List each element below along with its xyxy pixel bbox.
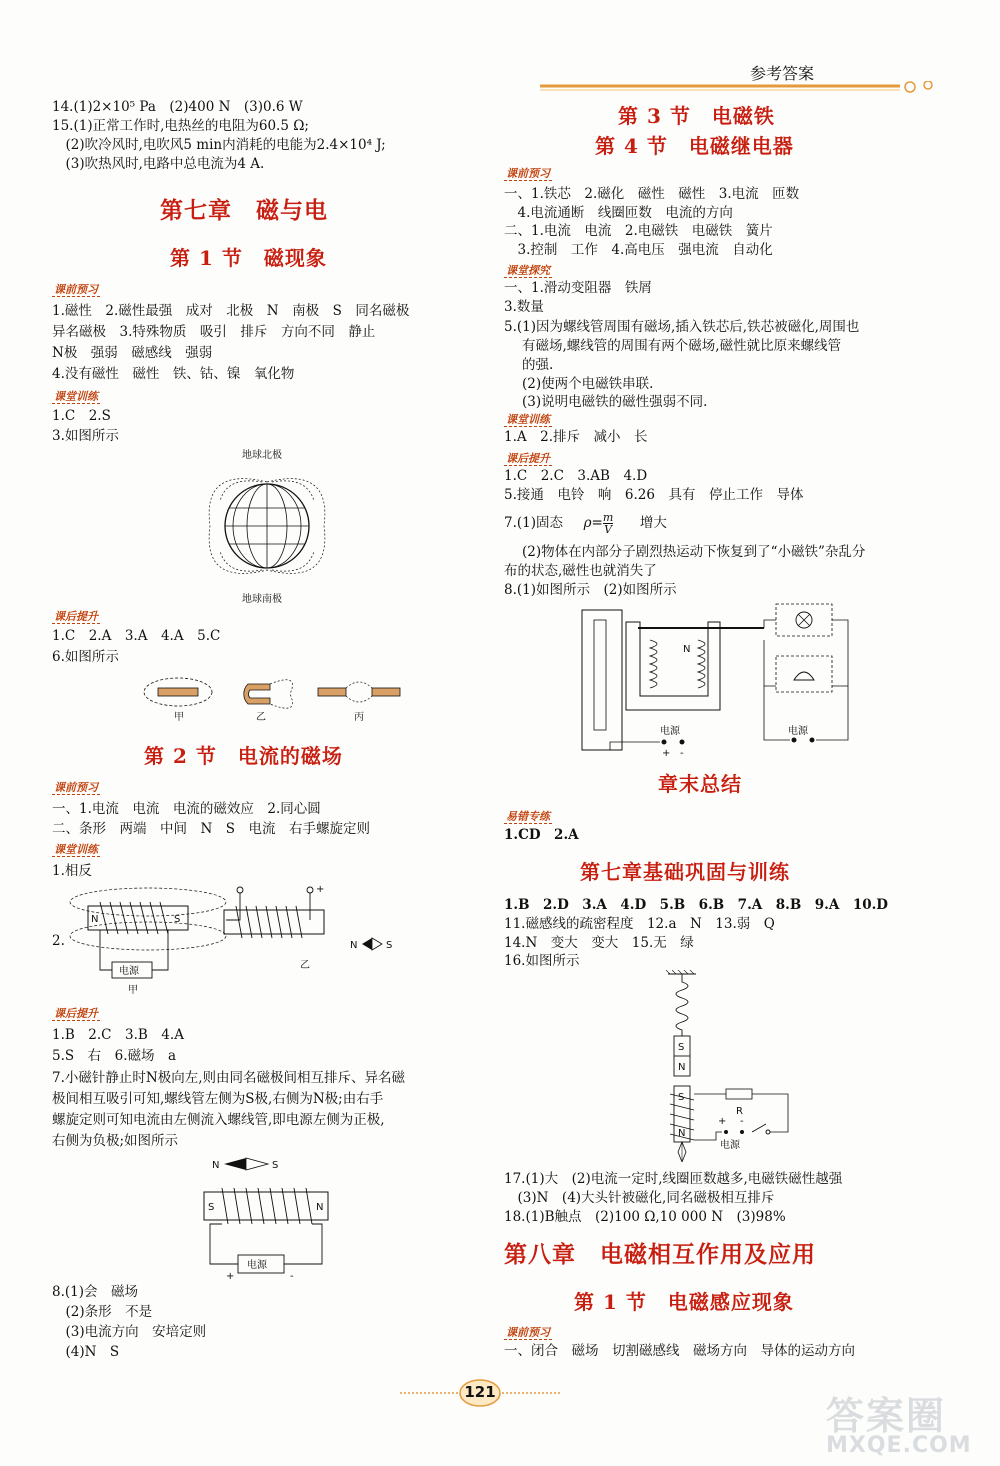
tag-class: 课堂训练 <box>54 390 98 403</box>
answer-line: 一、1.铁芯 2.磁化 磁性 磁性 3.电流 匝数 <box>504 186 800 202</box>
q7-prefix: 7.(1)固态 <box>504 515 564 531</box>
fig7-needle-N: N <box>212 1160 220 1171</box>
header-label: 参考答案 <box>750 64 815 83</box>
answer-line: 5.接通 电铃 响 6.26 具有 停止工作 导体 <box>504 487 804 503</box>
fig16-S-top: S <box>678 1042 685 1053</box>
right-column <box>500 0 940 1380</box>
fig7-minus: - <box>290 1271 294 1282</box>
section-title: 章末总结 <box>658 772 742 796</box>
fig16-N-top: N <box>678 1062 686 1073</box>
answer-line: 18.(1)B触点 (2)100 Ω,10 000 N (3)98% <box>504 1209 786 1225</box>
answer-line: 14.N 变大 变大 15.无 绿 <box>504 935 694 951</box>
fig7-S: S <box>208 1202 215 1213</box>
answer-line: (3)电流方向 安培定则 <box>52 1324 207 1340</box>
chapter-title: 第七章 磁与电 <box>160 197 328 224</box>
tag-after: 课后提升 <box>506 452 550 465</box>
fig2-plus: + <box>316 884 325 895</box>
fig8-power2: 电源 <box>788 726 808 737</box>
fig16-plus: + <box>718 1116 727 1127</box>
page-number: 121 <box>464 1383 496 1401</box>
answer-line: 8.(1)如图所示 (2)如图所示 <box>504 582 677 598</box>
answer-line: 14.(1)2×10⁵ Pa (2)400 N (3)0.6 W <box>52 99 303 115</box>
tag-class: 课堂训练 <box>506 413 550 426</box>
fig2-power-label: 电源 <box>119 966 139 977</box>
fig16-power: 电源 <box>720 1140 740 1151</box>
answer-line: 一、1.滑动变阻器 铁屑 <box>504 280 652 296</box>
solenoid-circuit-figure <box>200 1152 360 1282</box>
answer-line: 8.(1)会 磁场 <box>52 1284 139 1300</box>
spring-electromagnet-figure <box>656 970 816 1162</box>
section-title: 第七章基础巩固与训练 <box>580 860 790 884</box>
answer-line: (2)物体在内部分子剧烈热运动下恢复到了“小磁铁”杂乱分 <box>522 544 866 560</box>
watermark <box>820 1385 990 1460</box>
answer-line-formula <box>504 512 667 538</box>
fig16-N-bottom: N <box>678 1128 686 1139</box>
fig8-minus: - <box>680 748 684 759</box>
fig-label-jia: 甲 <box>174 712 184 723</box>
tag-after: 课后提升 <box>54 610 98 623</box>
solenoid-figure <box>66 880 396 1000</box>
answer-line: (3)N (4)大头针被磁化,同名磁极相互排斥 <box>504 1190 775 1206</box>
answer-line: 16.如图所示 <box>504 953 580 969</box>
answer-line: 异名磁极 3.特殊物质 吸引 排斥 方向不同 静止 <box>52 324 376 340</box>
fig2-jia-label: 甲 <box>128 985 138 996</box>
answer-line: (3)说明电磁铁的磁性强弱不同. <box>522 394 708 410</box>
earth-magnetic-field-figure <box>202 446 332 606</box>
answer-line: 1.A 2.排斥 减小 长 <box>504 429 648 445</box>
fig8-power1: 电源 <box>660 726 680 737</box>
tag-error: 易错专练 <box>506 810 550 823</box>
answer-line: 螺旋定则可知电流由左侧流入螺线管,即电源左侧为正极, <box>52 1112 385 1128</box>
earth-south-label: 地球南极 <box>242 594 282 605</box>
earth-north-label: 地球北极 <box>242 450 282 461</box>
answer-line: 二、1.电流 电流 2.电磁铁 电磁铁 簧片 <box>504 223 773 239</box>
section-title: 第 4 节 电磁继电器 <box>595 134 794 158</box>
fig2-S: S <box>174 914 181 925</box>
fig8-plus: + <box>662 748 671 759</box>
chapter-title: 第八章 电磁相互作用及应用 <box>504 1241 816 1268</box>
answer-line: 1.B 2.C 3.B 4.A <box>52 1027 184 1043</box>
answer-line: 1.CD 2.A <box>504 827 579 843</box>
fig7-N: N <box>316 1202 324 1213</box>
answer-line: 1.C 2.S <box>52 408 111 424</box>
fig-label-bing: 丙 <box>354 712 364 723</box>
fig16-S-bottom: S <box>678 1092 685 1103</box>
answer-line: 4.没有磁性 磁性 铁、钴、镍 氧化物 <box>52 366 295 382</box>
fig7-needle-S: S <box>272 1160 279 1171</box>
fig2-N: N <box>91 914 99 925</box>
tag-explore: 课堂探究 <box>506 264 550 277</box>
section-title: 第 2 节 电流的磁场 <box>144 744 343 768</box>
answer-line: 17.(1)大 (2)电流一定时,线圈匝数越多,电磁铁磁性越强 <box>504 1171 843 1187</box>
answer-line: 1.C 2.A 3.A 4.A 5.C <box>52 628 221 644</box>
left-column <box>52 0 472 1380</box>
answer-line: (3)吹热风时,电路中总电流为4 A. <box>52 156 265 172</box>
relay-circuit-figure <box>580 600 880 760</box>
answer-line: 1.C 2.C 3.AB 4.D <box>504 468 648 484</box>
answer-line: 极间相互吸引可知,螺线管左侧为S极,右侧为N极;由右手 <box>52 1091 384 1107</box>
fig7-plus: + <box>226 1271 235 1282</box>
answer-line: 1.相反 <box>52 863 92 879</box>
answer-line: 有磁场,螺线管的周围有两个磁场,磁性就比原来螺线管 <box>522 338 842 354</box>
q7-rho: ρ= <box>583 515 603 531</box>
tag-preview: 课前预习 <box>506 1326 550 1339</box>
magnet-field-figure <box>140 670 440 724</box>
answer-line: 6.如图所示 <box>52 649 119 665</box>
tag-preview: 课前预习 <box>506 167 550 180</box>
answer-line: (4)N S <box>52 1344 120 1360</box>
answer-line: 一、闭合 磁场 切割磁感线 磁场方向 导体的运动方向 <box>504 1343 855 1359</box>
answer-line: (2)条形 不是 <box>52 1304 153 1320</box>
answer-line: 3.数量 <box>504 299 544 315</box>
answer-line: 的强. <box>522 357 554 373</box>
fig2-needle-N: N <box>350 940 358 951</box>
tag-class: 课堂训练 <box>54 843 98 856</box>
answer-line: 3.控制 工作 4.高电压 强电流 自动化 <box>504 242 773 258</box>
fig16-R: R <box>736 1106 743 1117</box>
answer-line: 4.电流通断 线圈匝数 电流的方向 <box>504 205 733 221</box>
tag-preview: 课前预习 <box>54 781 98 794</box>
fig16-minus: - <box>740 1116 744 1127</box>
answer-line: 7.小磁针静止时N极向左,则由同名磁极间相互排斥、异名磁 <box>52 1070 405 1086</box>
watermark-top: 答案圈 <box>826 1394 947 1438</box>
q7-suffix: 增大 <box>639 515 667 531</box>
section-title: 第 3 节 电磁铁 <box>618 104 775 128</box>
section-title: 第 1 节 磁现象 <box>170 246 327 270</box>
answer-line: 11.磁感线的疏密程度 12.a N 13.弱 Q <box>504 916 775 932</box>
answer-line: 1.磁性 2.磁性最强 成对 北极 N 南极 S 同名磁极 <box>52 303 410 319</box>
q7-v: V <box>604 523 613 536</box>
fig2-needle-S: S <box>386 940 393 951</box>
answer-line: (2)吹冷风时,电吹风5 min内消耗的电能为2.4×10⁴ J; <box>52 137 386 153</box>
answer-line: (2)使两个电磁铁串联. <box>522 376 654 392</box>
answer-line: 1.B 2.D 3.A 4.D 5.B 6.B 7.A 8.B 9.A 10.D <box>504 897 889 913</box>
answer-line: 3.如图所示 <box>52 428 119 444</box>
answer-line: N极 强弱 磁感线 强弱 <box>52 345 213 361</box>
watermark-bottom: MXQE.COM <box>826 1433 972 1458</box>
fig-label-yi: 乙 <box>256 712 266 723</box>
fig8-N: N <box>683 644 691 655</box>
page-footer <box>400 1378 560 1408</box>
tag-preview: 课前预习 <box>54 283 98 296</box>
answer-line: 二、条形 两端 中间 N S 电流 右手螺旋定则 <box>52 821 371 837</box>
answer-line: 15.(1)正常工作时,电热丝的电阻为60.5 Ω; <box>52 118 309 134</box>
answer-line: 5.S 右 6.磁场 a <box>52 1048 177 1064</box>
answer-line: 2. <box>52 933 65 949</box>
tag-after: 课后提升 <box>54 1007 98 1020</box>
answer-line: 布的状态,磁性也就消失了 <box>504 563 657 579</box>
section-title: 第 1 节 电磁感应现象 <box>574 1290 794 1314</box>
q7-m: m <box>602 511 614 524</box>
answer-line: 5.(1)因为螺线管周围有磁场,插入铁芯后,铁芯被磁化,周围也 <box>504 319 860 335</box>
fig2-yi-label: 乙 <box>300 960 310 971</box>
fig7-power-label: 电源 <box>247 1260 267 1271</box>
answer-line: 一、1.电流 电流 电流的磁效应 2.同心圆 <box>52 801 321 817</box>
answer-line: 右侧为负极;如图所示 <box>52 1133 179 1149</box>
